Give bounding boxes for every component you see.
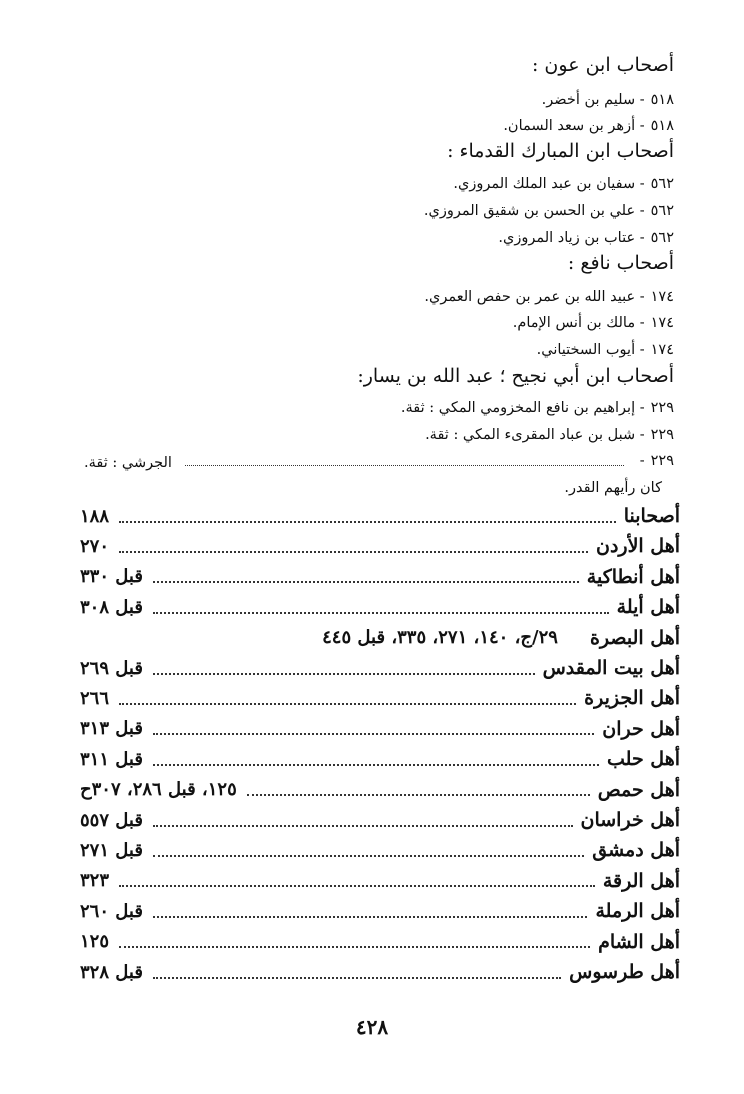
index-entry: [80, 624, 680, 652]
entry-line: ٢٢٩- شبل بن عباد المقرىء المكي : ثقة.: [425, 427, 674, 443]
section-heading: أصحاب ابن أبي نجيح ؛ عبد الله بن يسار:: [357, 365, 674, 387]
jurashi-text: الجرشي : ثقة.: [84, 455, 172, 471]
dotted-leader: [185, 464, 624, 466]
index-entry: [80, 836, 680, 864]
index-entry-label: أهل خراسان: [580, 809, 680, 831]
index-entry-label: أهل الأردن: [595, 535, 680, 558]
section-heading: أصحاب ابن المبارك القدماء :: [447, 140, 674, 162]
index-entry-ref: ١٢٥، قبل ٢٨٦، ٣٠٧ح: [80, 779, 237, 801]
dotted-leader: [153, 824, 573, 827]
index-entry-label: أهل دمشق: [592, 839, 680, 862]
index-entry-ref: قبل ٥٥٧: [80, 809, 143, 831]
index-entry: [80, 928, 680, 956]
entry-line: ٥٦٢- عتاب بن زياد المروزي.: [498, 230, 674, 246]
index-entry-ref: ١٢٥: [80, 931, 110, 953]
index-entry: [80, 715, 680, 743]
index-entry-label: أهل البصرة: [589, 626, 680, 649]
entry-line: ٥٦٢- علي بن الحسن بن شقيق المروزي.: [423, 203, 674, 219]
index-entry: [80, 502, 680, 530]
dotted-leader: [247, 793, 590, 796]
index-entry-label: أهل الجزيرة: [584, 687, 680, 710]
index-entry-ref: قبل ٣١١: [80, 748, 143, 770]
page-number: ٤٢٨: [355, 1015, 389, 1039]
entry-line: ١٧٤- مالك بن أنس الإمام.: [512, 315, 674, 331]
index-entry-ref: ٢٧٠: [80, 535, 110, 557]
entry-line: ٥١٨- سليم بن أخضر.: [541, 92, 674, 108]
index-entry-ref: ٣٢٣: [80, 870, 110, 892]
index-entry-label: أهل حران: [602, 717, 680, 740]
index-entry: [80, 806, 680, 834]
dotted-leader: [119, 520, 616, 523]
dotted-leader: [153, 611, 609, 614]
index-entry-ref: ٢٦٦: [80, 687, 110, 709]
index-entry-label: أهل طرسوس: [569, 961, 680, 983]
section-heading: أصحاب ابن عون :: [531, 54, 674, 76]
index-entry-label: أهل حمص: [597, 778, 680, 801]
entry-line: ٥٦٢- سفيان بن عبد الملك المروزي.: [453, 176, 674, 192]
dotted-leader: [119, 702, 576, 705]
index-entry-ref: قبل ٢٧١: [80, 839, 143, 861]
index-entry-label: أهل الشام: [598, 930, 680, 953]
dotted-leader: [119, 945, 590, 948]
dotted-leader: [153, 854, 584, 857]
index-entry: [80, 684, 680, 712]
entry-line: ١٧٤- أيوب السختياني.: [536, 342, 674, 358]
index-entry-label: أهل بيت المقدس: [542, 657, 680, 679]
dotted-leader: [119, 550, 588, 553]
index-entry-label: أهل الرملة: [595, 900, 680, 923]
dotted-leader: [153, 763, 599, 766]
index-entry-ref: قبل ٢٦٩: [80, 657, 143, 679]
index-entry-ref: قبل ٣٠٨: [80, 596, 143, 618]
index-entry-label: أهل حلب: [607, 748, 680, 771]
index-entry-ref: قبل ٣٢٨: [80, 961, 143, 983]
index-entry: [80, 867, 680, 895]
index-entry-label: أصحابنا: [623, 505, 680, 527]
entry-line: ١٧٤- عبيد الله بن عمر بن حفص العمري.: [424, 289, 674, 305]
section-heading: أصحاب نافع :: [567, 252, 674, 274]
entry-line: ٥١٨- أزهر بن سعد السمان.: [503, 118, 674, 134]
index-entry-ref: ١٨٨: [80, 505, 110, 527]
index-entry-label: أهل أيلة: [616, 596, 680, 619]
dotted-leader: [153, 732, 594, 735]
entry-line: ٢٢٩-: [639, 453, 674, 469]
index-entry: [80, 958, 680, 986]
dotted-leader: [153, 672, 535, 675]
index-entry-ref: ٢٩/ج، ١٤٠، ٢٧١، ٣٣٥، قبل ٤٤٥: [322, 627, 558, 649]
dotted-leader: [153, 580, 579, 583]
index-entry-ref: قبل ٢٦٠: [80, 900, 143, 922]
dotted-leader: [119, 884, 595, 887]
index-entry: [80, 776, 680, 804]
index-entry-label: أهل الرقة: [602, 869, 680, 892]
entry-line: ٢٢٩- إبراهيم بن نافع المخزومي المكي : ثقة.: [400, 400, 674, 416]
dotted-leader: [153, 915, 588, 918]
index-entry-ref: قبل ٣١٣: [80, 718, 143, 740]
index-entry: [80, 593, 680, 621]
index-entry: [80, 532, 680, 560]
index-entry: [80, 745, 680, 773]
note-line: كان رأيهم القدر.: [564, 480, 662, 496]
index-entry: [80, 563, 680, 591]
dotted-leader: [153, 976, 561, 979]
index-entry-label: أهل أنطاكية: [586, 565, 680, 588]
index-entry: [80, 897, 680, 925]
index-entry-ref: قبل ٣٣٠: [80, 566, 143, 588]
index-entry: [80, 654, 680, 682]
